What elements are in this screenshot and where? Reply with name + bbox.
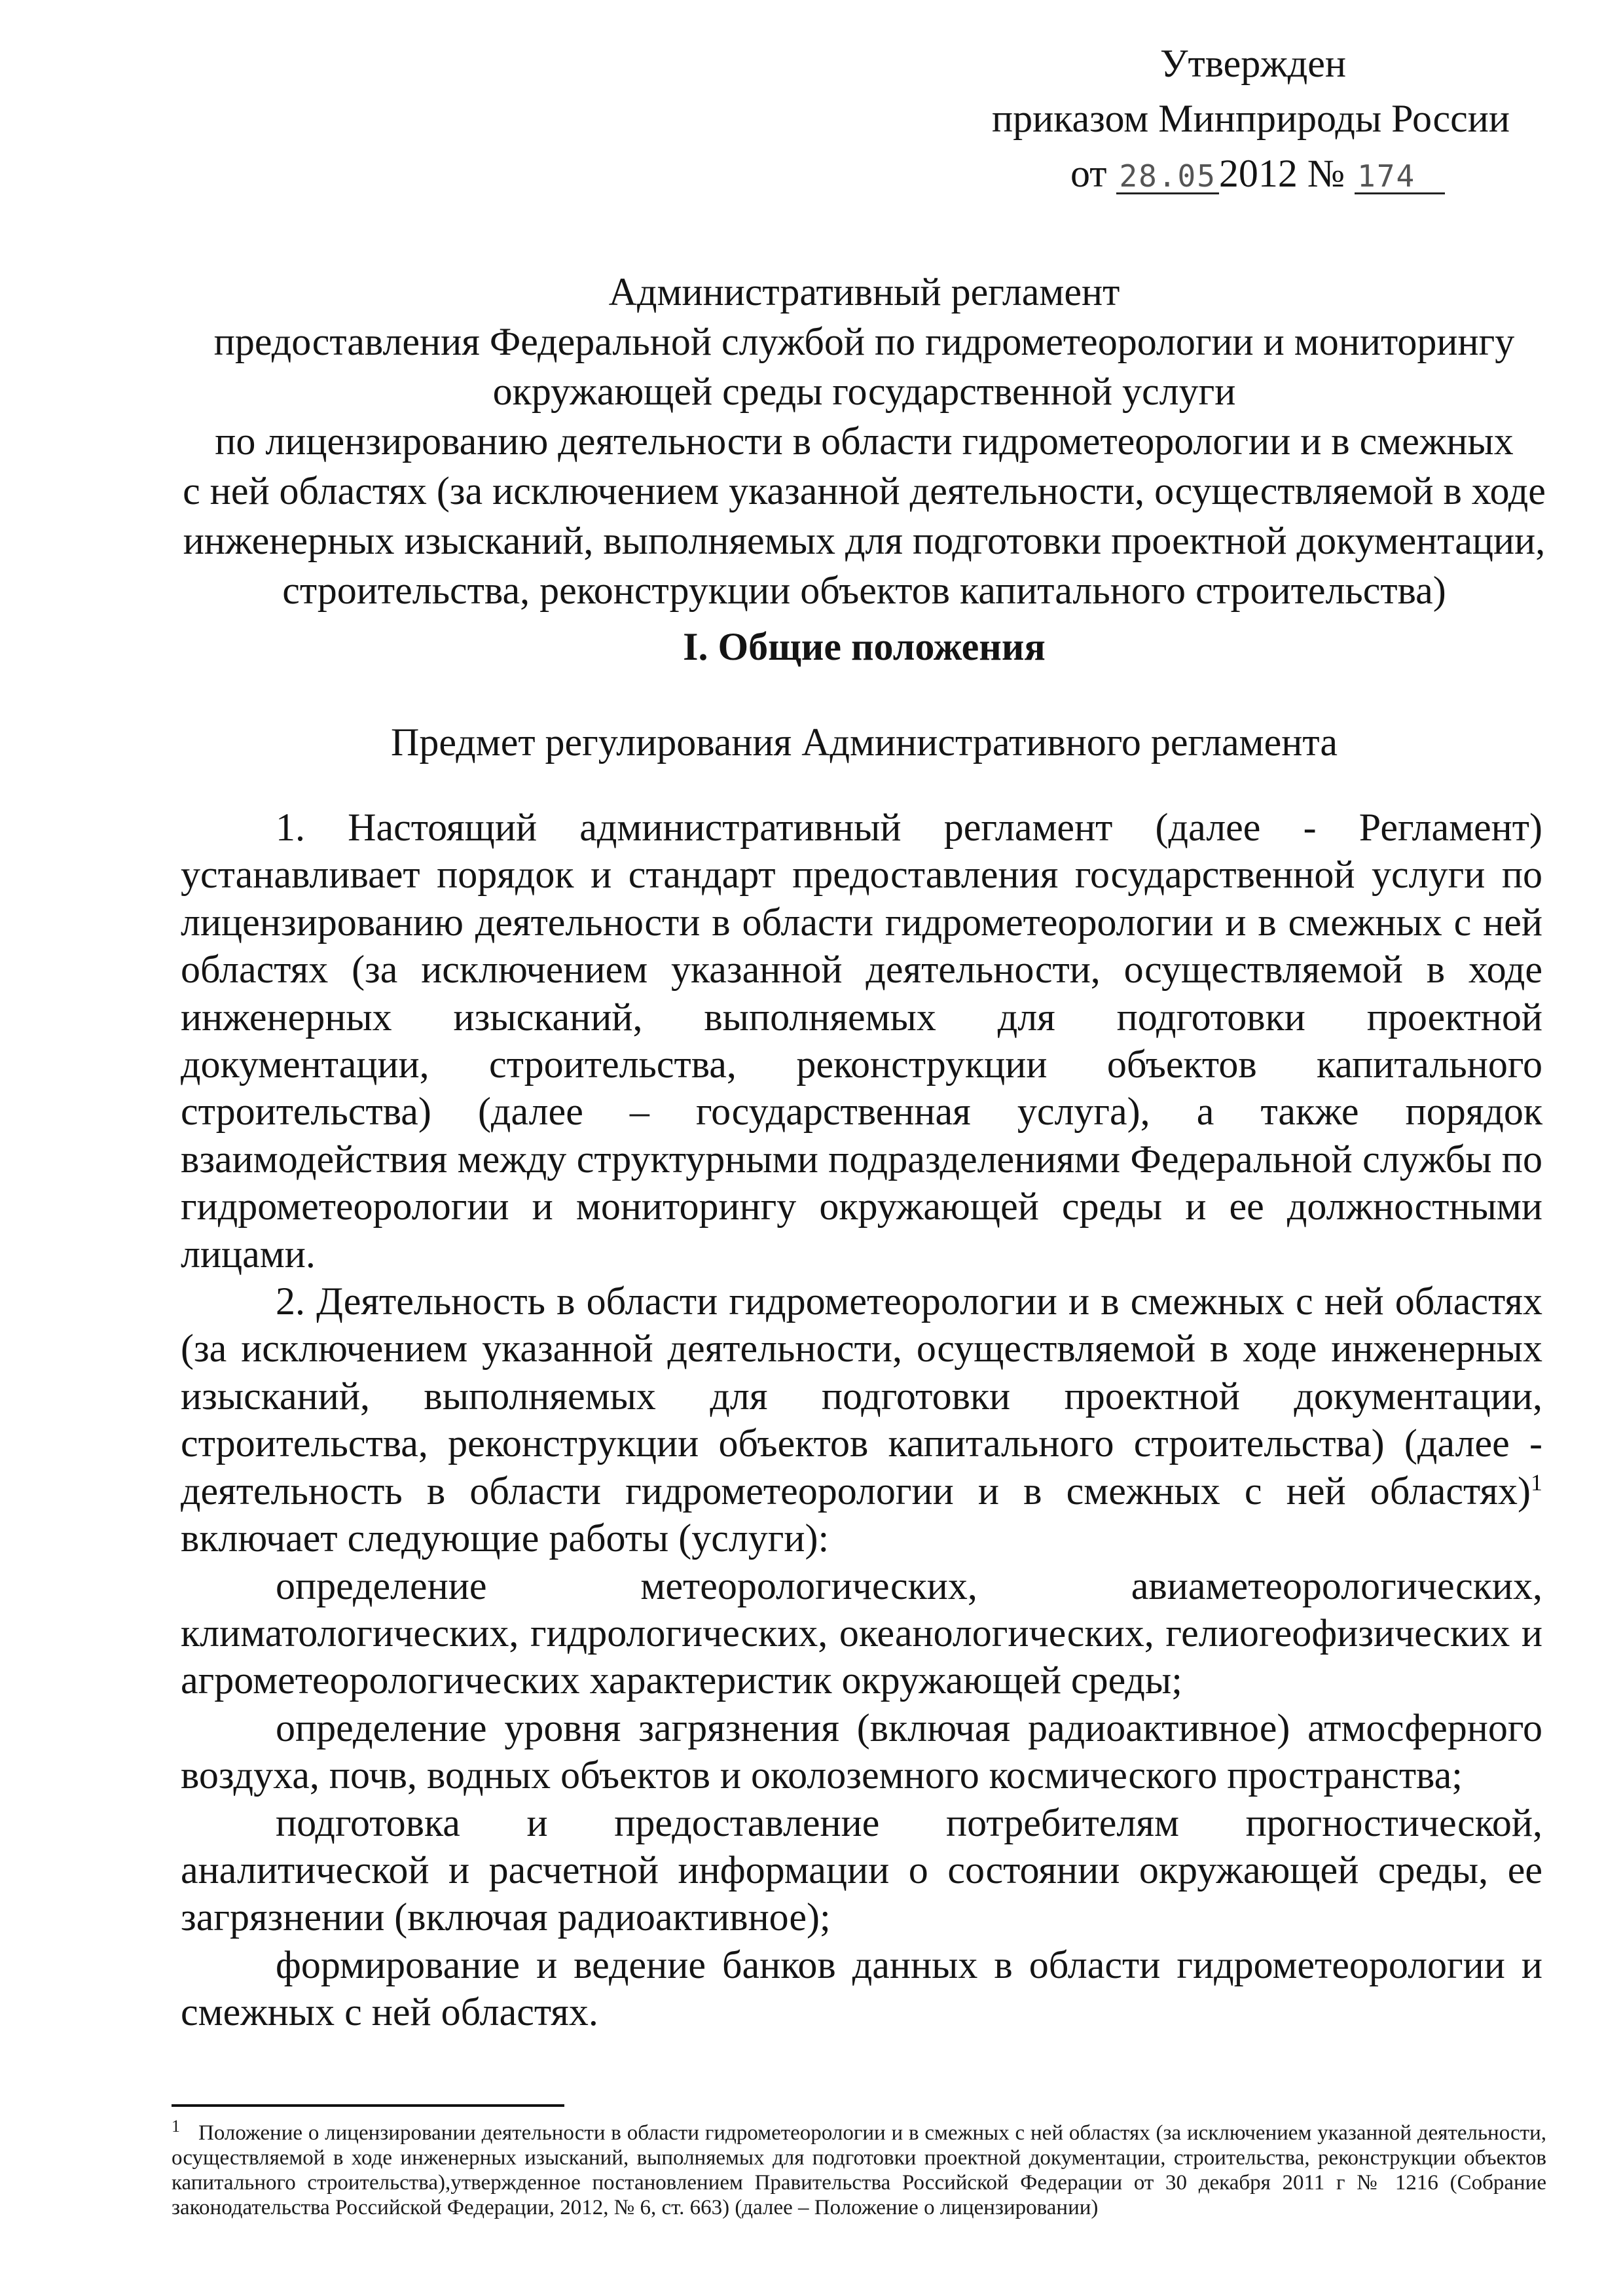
- list-item: определение метеорологических, авиаметеорологических, климатологических, гидрологических, океанологических, гелиогеофизических и агрометеорологических характеристик окружающей среды;: [181, 1564, 1542, 1702]
- list-item: определение уровня загрязнения (включая радиоактивное) атмосферного воздуха, почв, водных объектов и околоземного космического пространства;: [181, 1706, 1542, 1797]
- approval-date-handwritten: 28.05: [1116, 160, 1218, 194]
- section-heading: I. Общие положения: [683, 625, 1046, 668]
- footnote-text: Положение о лицензировании деятельности в области гидрометеорологии и в смежных с ней областях (за исключением указанной деятельности, осуществляемой в ходе инженерных изысканий, выполняемых для подготовки проектной документации, строительства, реконструкции объектов капитального строительства),утвержденное постановлением Правительства Российской Федерации от 30 декабря 2011 г № 1216 (Собрание законодательства Российской Федерации, 2012, № 6, ст. 663) (далее – Положение о лицензировании): [172, 2121, 1546, 2219]
- subsection-heading: Предмет регулирования Административного регламента: [391, 721, 1338, 764]
- approval-stamp: [969, 36, 1578, 201]
- list-item: подготовка и предоставление потребителям прогностической, аналитической и расчетной информации о состоянии окружающей среды, ее загрязнении (включая радиоактивное);: [181, 1801, 1542, 1939]
- title-line: предоставления Федеральной службой по гидрометеорологии и мониторингу: [213, 320, 1515, 363]
- title-line: строительства, реконструкции объектов капитального строительства): [282, 569, 1446, 612]
- approval-line-date: [969, 146, 1578, 201]
- footnote-mark: 1: [172, 2117, 180, 2136]
- footnote-ref: 1: [1531, 1469, 1542, 1496]
- footnote-divider: [172, 2104, 564, 2107]
- title-line: по лицензированию деятельности в области гидрометеорологии и в смежных: [215, 420, 1514, 463]
- paragraph-1: 1. Настоящий административный регламент (далее - Регламент) устанавливает порядок и стандарт предоставления государственной услуги по лицензированию деятельности в области гидрометеорологии и в смежных с ней областях (за исключением указанной деятельности, осуществляемой в ходе инженерных изысканий, выполняемых для подготовки проектной документации, строительства, реконструкции объектов капитального строительства) (далее – государственная услуга), а также порядок взаимодействия между структурными подразделениями Федеральной службы по гидрометеорологии и мониторингу окружающей среды и ее должностными лицами.: [181, 806, 1542, 1276]
- body-text: [181, 804, 1542, 2036]
- paragraph-2-text: 2. Деятельность в области гидрометеорологии и в смежных с ней областях (за исключением указанной деятельности, осуществляемой в ходе инженерных изысканий, выполняемых для подготовки проектной документации, строительства, реконструкции объектов капитального строительства) (далее - деятельность в области гидрометеорологии и в смежных с ней областях): [181, 1280, 1542, 1513]
- approval-number-handwritten: 174: [1355, 160, 1445, 194]
- title-line: Административный регламент: [608, 270, 1120, 314]
- approval-line-approved: Утвержден: [1160, 42, 1347, 85]
- title-line: инженерных изысканий, выполняемых для подготовки проектной документации,: [183, 519, 1546, 562]
- list-item: формирование и ведение банков данных в области гидрометеорологии и смежных с ней областях.: [181, 1943, 1542, 2034]
- title-line: окружающей среды государственной услуги: [492, 370, 1236, 413]
- paragraph-2: [181, 1278, 1542, 1562]
- approval-year: 2012: [1218, 152, 1298, 195]
- title-line: с ней областях (за исключением указанной деятельности, осуществляемой в ходе: [183, 469, 1546, 512]
- approval-number-sign: №: [1307, 152, 1345, 195]
- paragraph-2-tail: включает следующие работы (услуги):: [181, 1516, 830, 1560]
- footnote: [172, 2117, 1546, 2220]
- approval-line-order: приказом Минприроды России: [992, 97, 1510, 140]
- approval-date-prefix: от: [1070, 152, 1107, 195]
- document-title: [177, 267, 1552, 615]
